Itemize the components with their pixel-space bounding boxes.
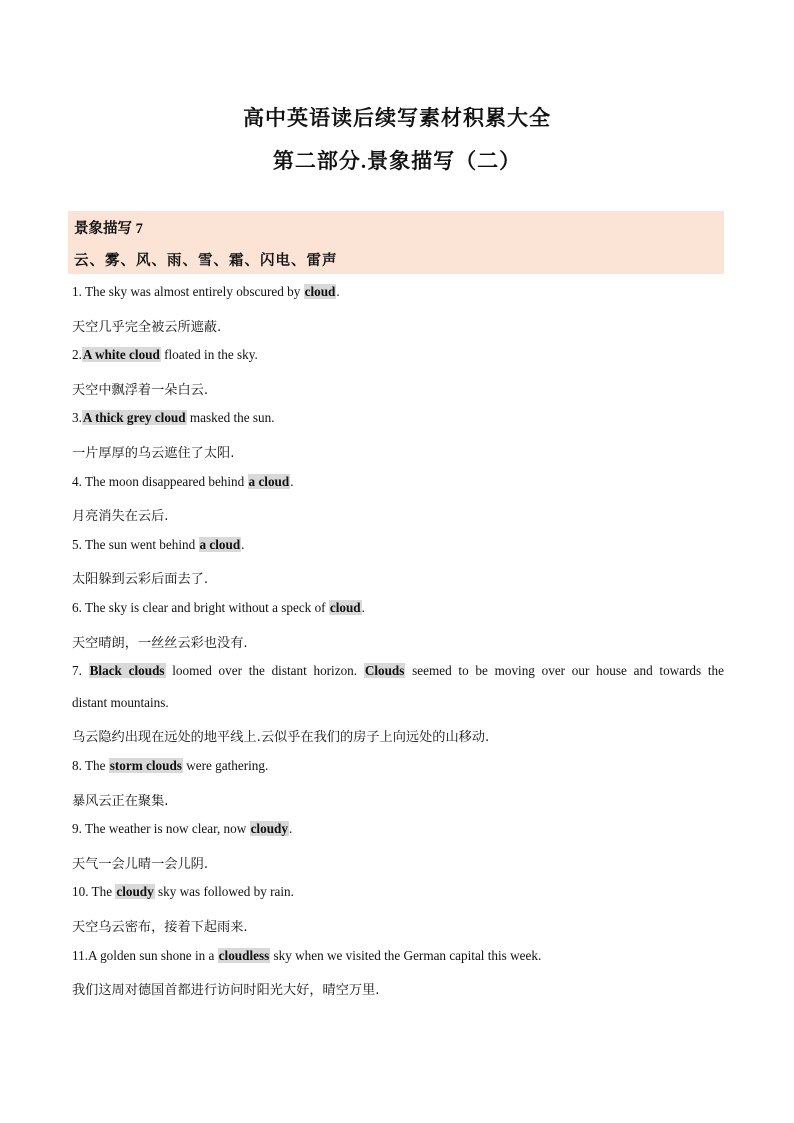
section-heading: 景象描写 7	[74, 221, 143, 237]
highlighted-phrase: A white cloud	[82, 347, 160, 363]
english-sentence	[72, 758, 724, 774]
english-sentence	[72, 347, 724, 363]
chinese-translation: 暴风云正在聚集.	[72, 793, 169, 809]
section-header	[68, 211, 724, 274]
sentence-text: 1. The sky was almost entirely obscured by	[72, 284, 304, 299]
english-sentence	[72, 663, 724, 679]
sentence-text: .	[288, 821, 293, 837]
chinese-translation: 乌云隐约出现在远处的地平线上.云似乎在我们的房子上向远处的山移动.	[72, 730, 490, 746]
chinese-translation: 月亮消失在云后.	[72, 509, 169, 525]
sentence-text: 8. The	[72, 758, 109, 773]
sentence-text: 2.	[72, 347, 82, 363]
english-sentence	[72, 884, 724, 900]
english-sentence	[72, 600, 724, 616]
sentence-text: 5. The sun went behind	[72, 536, 199, 552]
sentence-text: seemed to be moving over our house and towards the	[405, 663, 725, 679]
highlighted-phrase: Black clouds	[89, 663, 165, 679]
highlighted-phrase: cloudless	[218, 947, 270, 963]
highlighted-phrase: A thick grey cloud	[82, 410, 186, 426]
highlighted-phrase: cloud	[304, 284, 336, 299]
english-sentence	[72, 821, 724, 837]
document-title: 高中英语读后续写素材积累大全	[243, 106, 551, 130]
chinese-translation: 我们这周对德国首都进行访问时阳光大好，晴空万里.	[72, 983, 380, 999]
chinese-translation: 一片厚厚的乌云遮住了太阳.	[72, 446, 235, 461]
highlighted-phrase: a cloud	[199, 536, 241, 552]
sentence-text: masked the sun.	[186, 410, 275, 426]
sentence-text: .	[361, 600, 365, 615]
sentence-text: sky when we visited the German capital this week.	[270, 947, 542, 963]
document-subtitle: 第二部分.景象描写（二）	[272, 149, 522, 173]
highlighted-phrase: storm clouds	[109, 758, 182, 773]
sentence-text: 11.A golden sun shone in a	[72, 947, 218, 963]
chinese-translation: 天空晴朗，一丝丝云彩也没有.	[72, 635, 248, 651]
sentence-text: floated in the sky.	[160, 347, 258, 363]
highlighted-phrase: Clouds	[364, 663, 405, 679]
sentence-text: sky was followed by rain.	[154, 884, 294, 900]
sentence-text: 7.	[72, 663, 89, 679]
english-sentence	[72, 537, 724, 553]
highlighted-phrase: a cloud	[248, 473, 290, 489]
english-sentence	[72, 410, 724, 426]
sentence-text: .	[336, 284, 340, 299]
highlighted-phrase: cloudy	[116, 884, 154, 900]
sentence-text: 6. The sky is clear and bright without a speck of	[72, 600, 329, 615]
english-sentence	[72, 948, 724, 964]
chinese-translation: 天空中飘浮着一朵白云.	[72, 382, 209, 398]
chinese-translation: 太阳躲到云彩后面去了.	[72, 572, 209, 588]
sentence-text: 10. The	[72, 884, 116, 900]
english-sentence	[72, 474, 724, 490]
sentence-text: .	[290, 473, 294, 489]
chinese-translation: 天空几乎完全被云所遮蔽.	[72, 319, 222, 335]
chinese-translation: 天气一会儿晴一会儿阴.	[72, 856, 209, 872]
highlighted-phrase: cloud	[329, 600, 361, 615]
sentence-text: 3.	[72, 410, 82, 426]
english-sentence	[72, 284, 724, 300]
sentence-text: 4. The moon disappeared behind	[72, 473, 248, 489]
sentence-text: 9. The weather is now clear, now	[72, 821, 250, 837]
sentence-text: were gathering.	[182, 758, 269, 773]
chinese-translation: 天空乌云密布，接着下起雨来.	[72, 920, 248, 935]
sentence-text: .	[241, 536, 245, 552]
highlighted-phrase: cloudy	[250, 821, 288, 837]
english-sentence-continuation: distant mountains.	[72, 694, 169, 710]
section-topics: 云、雾、风、雨、雪、霜、闪电、雷声	[74, 253, 338, 269]
sentence-text: loomed over the distant horizon.	[165, 663, 364, 679]
